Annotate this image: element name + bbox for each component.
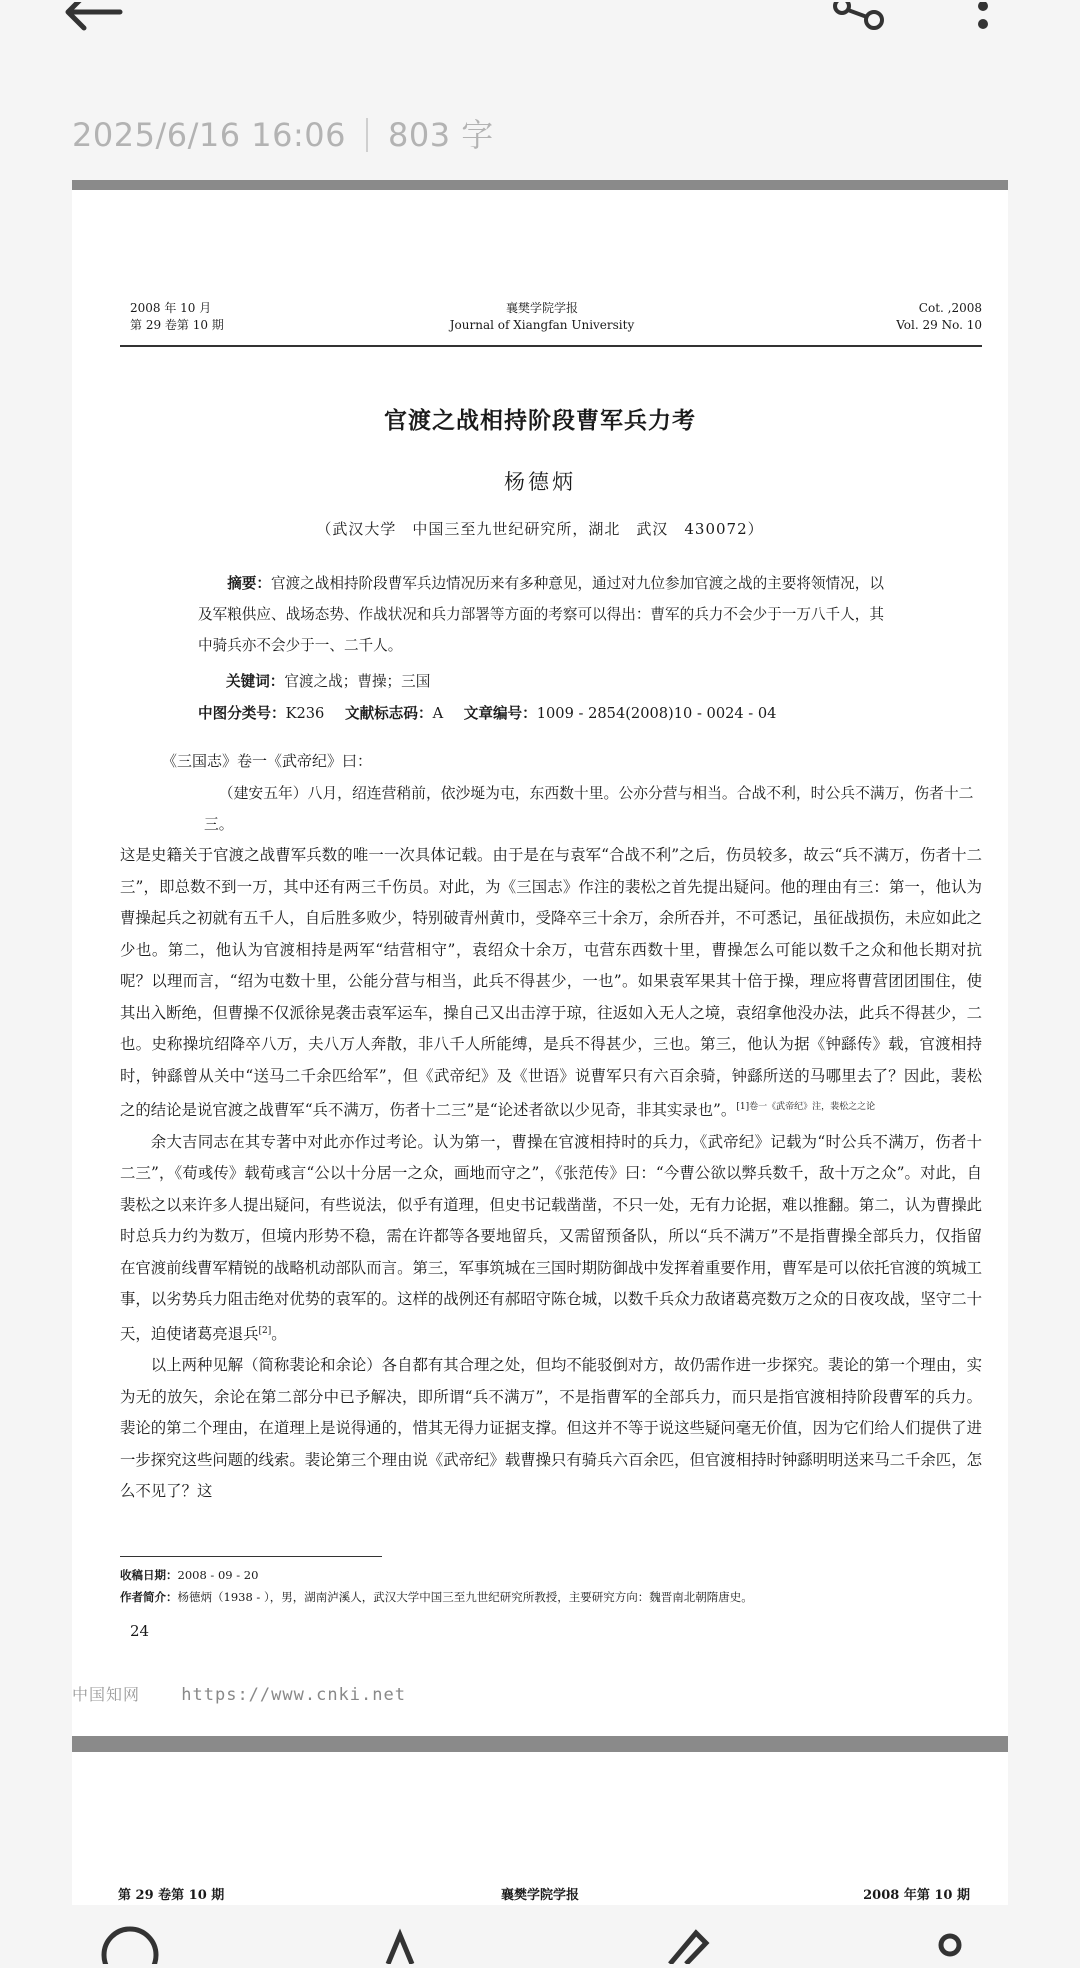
page-number: 24 [130,1622,150,1640]
quote-intro: 《三国志》卷一《武帝纪》曰： [162,752,373,770]
document-page-2[interactable] [72,1752,1008,1905]
article-title: 官渡之战相持阶段曹军兵力考 [384,408,696,434]
bottom-button-4[interactable] [920,1923,980,1968]
paragraph-3-text: 以上两种见解（简称裴论和余论）各自都有其合理之处，但均不能驳倒对方，故仍需作进一步探究。裴论的第一个理由，实为无的放矢，余论在第二部分中已予解决，即所谓“兵不满万”，不是指曹军的全部兵力，而只是指官渡相持阶段曹军的兵力。裴论的第二个理由，在道理上是说得通的，惜其无得力证据支撑。但这并不等于说这些疑问毫无价值，因为它们给人们提供了进一步探究这些问题的线索。裴论第三个理由说《武帝纪》载曹操只有骑兵六百余匹，但官渡相持时钟繇明明送来马二千余匹，怎么不见了？这 [120,1356,982,1501]
header-volume: 第 29 卷第 10 期 [130,318,224,332]
body-text [120,840,982,1508]
page2-header-right: 2008 年第 10 期 [863,1888,970,1903]
paragraph-3 [120,1350,982,1508]
header-right [832,300,982,334]
page2-header-left: 第 29 卷第 10 期 [118,1888,225,1903]
bottom-toolbar [0,1905,1080,1964]
author-affiliation: （武汉大学 中国三至九世纪研究所，湖北 武汉 430072） [316,520,764,538]
keywords [226,670,430,691]
circle-icon [100,1923,160,1964]
note-datetime: 2025/6/16 16:06 [72,116,346,154]
page2-header-center: 襄樊学院学报 [500,1888,579,1903]
paragraph-2: 余大吉同志在其专著中对此亦作过考论。认为第一，曹操在官渡相持时的兵力，《武帝纪》记载为“时公兵不满万，伤者十二三”，《荀彧传》载荀彧言“公以十分居一之众，画地而守之”，《张范传》曰：“今曹公欲以弊兵数千，敌十万之众”。对此，自裴松之以来许多人提出疑问，有些说法，似乎有道理，但史书记载凿凿，不只一处，无有力论据，难以推翻。第二，认为曹操此时总兵力约为数万，但境内形势不稳，需在许都等各要地留兵，又需留预备队，所以“兵不满万”不是指曹操全部兵力，仅指留在官渡前线曹军精锐的战略机动部队而言。第三，军事筑城在三国时期防御战中发挥着重要作用，曹军是可以依托官渡的筑城工事，以劣势兵力阻击绝对优势的袁军的。这样的战例还有郝昭守陈仓城，以数千兵众力敌诸葛亮数万之众的日夜攻战，坚守二十天，迫使诸葛亮退兵[2]。 [120,1132,982,1343]
meta-separator [366,118,368,152]
classification-line [198,702,776,723]
cnki-watermark [72,1682,406,1705]
person-icon [920,1923,980,1964]
classification-label: 中图分类号： [198,705,286,722]
fn-author-value: 杨德炳（1938 - ），男，湖南泸溪人，武汉大学中国三至九世纪研究所教授，主要研究方向：魏晋南北朝隋唐史。 [177,1590,753,1604]
paragraph-2-ref: [2] [258,1325,272,1336]
keywords-text: 官渡之战；曹操；三国 [284,673,431,690]
page-top-border [72,180,1008,190]
journal-name-en: Journal of Xiangfan University [449,318,635,332]
watermark-cn: 中国知网 [72,1685,141,1704]
header-rule [120,345,982,347]
classification-value: K236 [285,705,325,722]
watermark-url: https://www.cnki.net [181,1685,406,1705]
header-date: 2008 年 10 月 [130,301,212,315]
paragraph-1-ref: [1]卷一《武帝纪》注，裴松之之论 [736,1102,876,1112]
article-author: 杨德炳 [504,470,576,494]
footnote-received [120,1564,258,1586]
bottom-button-2[interactable] [372,1923,432,1968]
word-count: 803 字 [387,116,494,154]
document-page-1[interactable] [72,190,1008,1736]
bottom-button-1[interactable] [100,1923,160,1968]
share-button[interactable] [826,0,886,44]
footnote-rule [120,1556,382,1557]
doc-code-value: A [432,705,444,722]
article-no-value: 1009 - 2854(2008)10 - 0024 - 04 [536,705,777,722]
header-left [130,300,224,334]
journal-name-cn: 襄樊学院学报 [505,301,578,315]
abstract [198,568,898,661]
top-bar [0,0,1080,60]
edit-icon [660,1921,720,1964]
header-date-en: Cot. ,2008 [918,301,982,315]
abstract-text: 官渡之战相持阶段曹军兵边情况历来有多种意见，通过对九位参加官渡之战的主要将领情况，以及军粮供应、战场态势、作战状况和兵力部署等方面的考察可以得出：曹军的兵力不会少于一万八千人，其中骑兵亦不会少于一、二千人。 [198,575,884,654]
doc-code-label: 文献标志码： [344,705,433,722]
fn-author-label: 作者简介： [120,1590,178,1604]
share-icon [826,2,886,42]
more-button[interactable] [968,0,998,44]
header-volume-en: Vol. 29 No. 10 [896,318,982,332]
fn-received-label: 收稿日期： [120,1568,178,1582]
paragraph-1 [120,840,982,1127]
article-no-label: 文章编号： [463,705,537,722]
page-separator [72,1736,1008,1752]
arrow-left-icon [64,2,124,42]
more-vertical-icon [973,2,993,42]
tag-icon [372,1923,432,1964]
footnote-author [120,1586,980,1608]
back-button[interactable] [64,0,124,44]
quote-text: （建安五年）八月，绍连营稍前，依沙埏为屯，东西数十里。公亦分营与相当。合战不利，时公兵不满万，伤者十二三。 [204,785,974,833]
fn-received-value: 2008 - 09 - 20 [177,1568,259,1582]
abstract-label: 摘要： [227,575,271,592]
keywords-label: 关键词： [226,673,285,690]
note-meta [72,110,494,156]
bottom-button-3[interactable] [660,1921,720,1968]
paragraph-1-text: 这是史籍关于官渡之战曹军兵数的唯一一次具体记载。由于是在与袁军“合战不利”之后，伤员较多，故云“兵不满万，伤者十二三”，即总数不到一万，其中还有两三千伤员。对此，为《三国志》作注的裴松之首先提出疑问。他的理由有三：第一，他认为曹操起兵之初就有五千人，自后胜多败少，特别破青州黄巾，受降卒三十余万，余所吞并，不可悉记，虽征战损伤，未应如此之少也。第二，他认为官渡相持是两军“结营相守”，袁绍众十余万，屯营东西数十里，曹操怎么可能以数千之众和他长期对抗呢？以理而言，“绍为屯数十里，公能分营与相当，此兵不得甚少，一也”。如果袁军果其十倍于操，理应将曹营团团围住，使其出入断绝，但曹操不仅派徐晃袭击袁军运车，操自己又出击淳于琼，往返如入无人之境，袁绍拿他没办法，此兵不得甚少，二也。史称操坑绍降卒八万，夫八万人奔散，非八千人所能缚，是兵不得甚少，三也。第三，他认为据《钟繇传》载，官渡相持时，钟繇曾从关中“送马二千余匹给军”，但《武帝纪》及《世语》说曹军只有六百余骑，钟繇所送的马哪里去了？因此，裴松之的结论是说官渡之战曹军“兵不满万，伤者十二三”是“论述者欲以少见奇，非其实录也”。 [120,846,982,1120]
paragraph-2-text: 余大吉同志在其专著中对此亦作过考论。认为第一，曹操在官渡相持时的兵力，《武帝纪》记载为“时公兵不满万，伤者十二三”，《荀彧传》载荀彧言“公以十分居一之众，画地而守之”，《张范传》曰：“今曹公欲以弊兵数千，敌十万之众”。对此，自裴松之以来许多人提出疑问，有些说法，似乎有道理，但史书记载凿凿，不只一处，无有力论据，难以推翻。第二，认为曹操此时总兵力约为数万，但境内形势不稳，需在许都等各要地留兵，又需留预备队，所以“兵不满万”不是指曹操全部兵力，仅指留在官渡前线曹军精锐的战略机动部队而言。第三，军事筑城在三国时期防御战中发挥着重要作用，曹军是可以依托官渡的筑城工事，以劣势兵力阻击绝对优势的袁军的。这样的战例还有郝昭守陈仓城，以数千兵众力敌诸葛亮数万之众的日夜攻战，坚守二十天，迫使诸葛亮退兵 [120,1132,982,1343]
header-center [392,300,692,334]
